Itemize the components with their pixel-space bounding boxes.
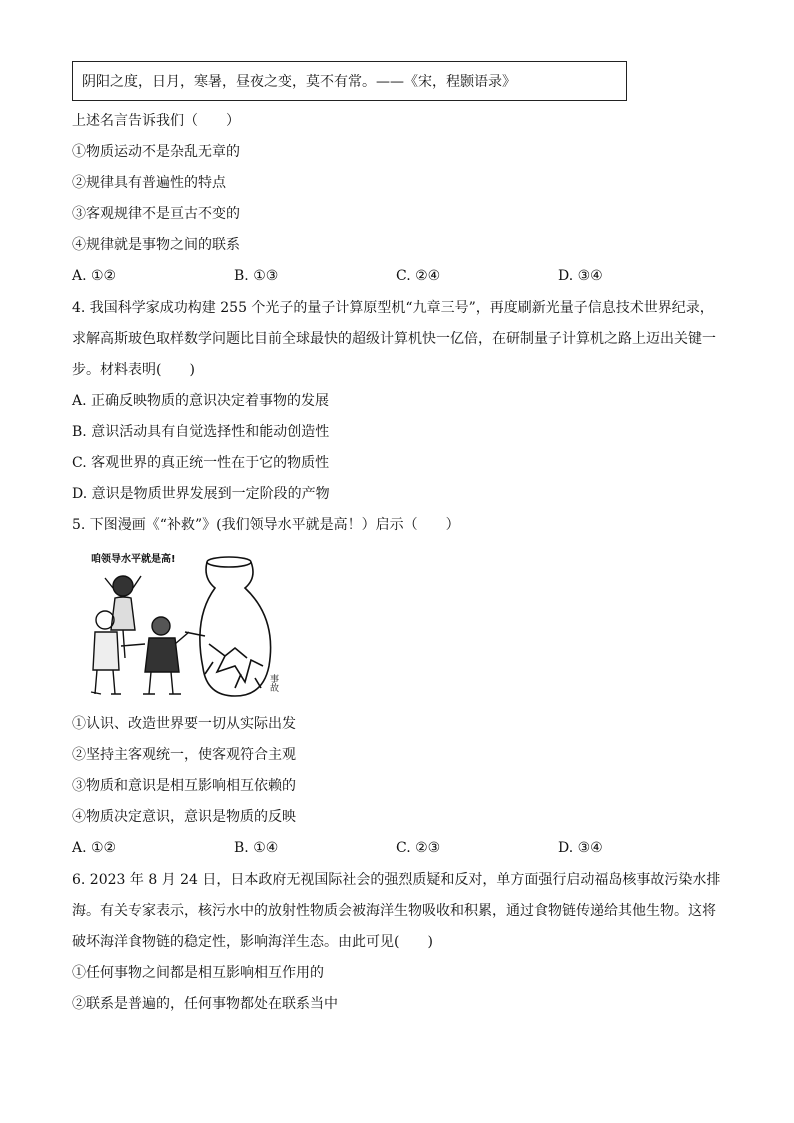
q4-line-1: 4. 我国科学家成功构建 255 个光子的量子计算原型机“九章三号”，再度刷新光量子信息技术世界纪录， — [72, 300, 714, 316]
q4-option-a[interactable]: A. 正确反映物质的意识决定着事物的发展 — [72, 393, 330, 409]
cartoon-people — [91, 576, 189, 694]
q6-line-1: 6. 2023 年 8 月 24 日，日本政府无视国际社会的强烈质疑和反对，单方面强行启动福岛核事故污染水排 — [72, 872, 721, 888]
q3-option-c[interactable]: C. ②④ — [396, 268, 441, 284]
q5-option-a[interactable]: A. ①② — [72, 840, 117, 856]
quote-box — [72, 61, 627, 101]
cartoon-image — [85, 548, 291, 702]
q5-item-1: ①认识、改造世界要一切从实际出发 — [72, 716, 296, 732]
q3-option-b[interactable]: B. ①③ — [234, 268, 279, 284]
q5-item-2: ②坚持主客观统一，使客观符合主观 — [72, 747, 296, 763]
q6-line-2: 海。有关专家表示，核污水中的放射性物质会被海洋生物吸收和积累，通过食物链传递给其他生物。这将 — [72, 903, 716, 919]
q4-option-b[interactable]: B. 意识活动具有自觉选择性和能动创造性 — [72, 424, 330, 440]
cartoon-brush — [185, 632, 205, 636]
q3-option-d[interactable]: D. ③④ — [558, 268, 603, 284]
q5-item-3: ③物质和意识是相互影响相互依赖的 — [72, 778, 296, 794]
q5-option-d[interactable]: D. ③④ — [558, 840, 603, 856]
q4-option-d[interactable]: D. 意识是物质世界发展到一定阶段的产物 — [72, 486, 330, 502]
q3-stem: 上述名言告诉我们（ ） — [72, 113, 240, 129]
q5-item-4: ④物质决定意识，意识是物质的反映 — [72, 809, 296, 825]
q5-option-c[interactable]: C. ②③ — [396, 840, 441, 856]
quote-text: 阴阳之度，日月，寒暑，昼夜之变，莫不有常。——《宋，程颢语录》 — [82, 74, 516, 90]
cartoon-vase — [200, 557, 271, 696]
q5-option-b[interactable]: B. ①④ — [234, 840, 279, 856]
q6-line-3: 破坏海洋食物链的稳定性，影响海洋生态。由此可见( ) — [72, 934, 433, 950]
q4-line-2: 求解高斯玻色取样数学问题比目前全球最快的超级计算机快一亿倍，在研制量子计算机之路上迈出关键一 — [72, 331, 716, 347]
cartoon-caption: 咱领导水平就是高! — [91, 554, 176, 565]
q6-item-2: ②联系是普遍的，任何事物都处在联系当中 — [72, 996, 338, 1012]
q3-item-3: ③客观规律不是亘古不变的 — [72, 206, 240, 222]
q5-stem: 5. 下图漫画《“补救”》(我们领导水平就是高！）启示（ ） — [72, 517, 460, 533]
q4-option-c[interactable]: C. 客观世界的真正统一性在于它的物质性 — [72, 455, 330, 471]
q3-item-1: ①物质运动不是杂乱无章的 — [72, 144, 240, 160]
cartoon-label: 事故 — [268, 674, 278, 692]
q4-line-3: 步。材料表明( ) — [72, 362, 195, 378]
q3-item-4: ④规律就是事物之间的联系 — [72, 237, 240, 253]
q3-option-a[interactable]: A. ①② — [72, 268, 117, 284]
q3-item-2: ②规律具有普遍性的特点 — [72, 175, 226, 191]
q6-item-1: ①任何事物之间都是相互影响相互作用的 — [72, 965, 324, 981]
